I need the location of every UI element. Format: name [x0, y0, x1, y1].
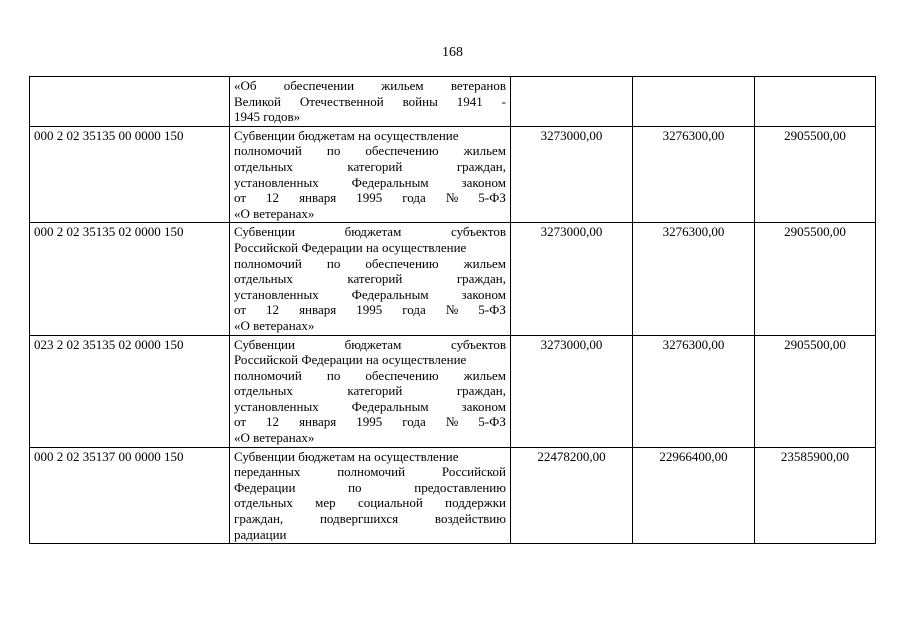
description-word: 5-ФЗ [478, 190, 506, 206]
amount-cell: 2905500,00 [755, 223, 876, 335]
description-word: Федерации [234, 479, 296, 495]
description-word: - [501, 93, 506, 109]
budget-code-cell [30, 77, 230, 127]
description-word: ветеранов [450, 78, 506, 93]
description-line [234, 414, 506, 430]
description-word: полномочий [234, 143, 302, 159]
description-word: по [326, 255, 341, 271]
description-line [234, 206, 506, 222]
description-word: граждан, [456, 271, 506, 287]
description-word: законом [461, 398, 506, 414]
description-word: социальной [357, 495, 423, 511]
amount-cell [633, 77, 755, 127]
description-word: Федеральным [351, 174, 429, 190]
description-word: поддержки [445, 495, 506, 511]
description-cell [230, 447, 511, 544]
description-word: подвергшихся [319, 511, 399, 527]
description-line [234, 480, 506, 496]
description-word: 1945 годов» [234, 109, 301, 125]
description-word: обеспечению [365, 255, 439, 271]
description-word: Федеральным [351, 398, 429, 414]
description-word: января [299, 414, 337, 430]
description-line [234, 464, 506, 480]
description-line [234, 159, 506, 175]
description-word: 12 [266, 190, 280, 206]
description-line [234, 224, 506, 240]
description-word: субъектов [450, 224, 506, 240]
amount-cell: 22478200,00 [511, 447, 633, 544]
description-word: «Об [234, 78, 257, 93]
description-word: от [234, 414, 247, 430]
description-cell [230, 223, 511, 335]
description-line [234, 511, 506, 527]
description-line [234, 302, 506, 318]
description-word: категорий [347, 271, 403, 287]
description-word: воздействию [434, 511, 506, 527]
description-word: законом [461, 174, 506, 190]
description-word: граждан, [456, 383, 506, 399]
description-line [234, 399, 506, 415]
budget-code-cell: 023 2 02 35135 02 0000 150 [30, 335, 230, 447]
description-cell [230, 126, 511, 223]
description-word: 1995 [356, 302, 383, 318]
description-line [234, 109, 506, 125]
description-word: года [402, 414, 426, 430]
amount-cell: 3276300,00 [633, 126, 755, 223]
table-row [30, 223, 876, 335]
description-line [234, 240, 506, 256]
amount-cell: 3273000,00 [511, 126, 633, 223]
description-word: Великой [234, 93, 281, 109]
description-word: мер [315, 495, 336, 511]
description-line [234, 143, 506, 159]
description-line [234, 256, 506, 272]
description-word: жильем [463, 143, 506, 159]
description-word: по [348, 479, 362, 495]
description-word: отдельных [234, 158, 293, 174]
description-cell [230, 77, 511, 127]
budget-code-cell: 000 2 02 35135 02 0000 150 [30, 223, 230, 335]
description-line [234, 430, 506, 446]
budget-code-cell: 000 2 02 35137 00 0000 150 [30, 447, 230, 544]
description-word: № [445, 414, 459, 430]
amount-cell: 2905500,00 [755, 126, 876, 223]
description-line [234, 175, 506, 191]
description-line [234, 78, 506, 94]
description-line [234, 287, 506, 303]
description-word: 1995 [356, 414, 383, 430]
description-line [234, 128, 506, 144]
description-word: полномочий [337, 464, 406, 480]
description-word: установленных [234, 286, 319, 302]
description-word: «О ветеранах» [234, 430, 315, 446]
description-word: обеспечению [365, 143, 439, 159]
description-word: «О ветеранах» [234, 317, 315, 333]
description-word: января [299, 190, 337, 206]
description-line [234, 318, 506, 334]
description-word: № [445, 190, 459, 206]
table-body [30, 77, 876, 544]
description-word: установленных [234, 174, 319, 190]
description-word: установленных [234, 398, 319, 414]
amount-cell: 2905500,00 [755, 335, 876, 447]
description-word: Субвенции [234, 224, 295, 240]
description-line [234, 383, 506, 399]
table-row [30, 335, 876, 447]
description-word: по [326, 367, 341, 383]
description-line [234, 449, 506, 465]
description-word: отдельных [234, 383, 293, 399]
description-word: Российской [441, 464, 506, 480]
description-word: года [402, 302, 426, 318]
amount-cell: 22966400,00 [633, 447, 755, 544]
description-word: 12 [266, 302, 280, 318]
description-word: законом [461, 286, 506, 302]
description-word: Субвенции бюджетам на осуществление [234, 448, 459, 464]
description-word: Российской Федерации на осуществление [234, 239, 467, 255]
description-word: бюджетам [344, 224, 402, 240]
description-word: от [234, 302, 247, 318]
description-word: войны [402, 93, 438, 109]
description-word: 5-ФЗ [478, 414, 506, 430]
description-word: бюджетам [344, 336, 402, 352]
description-word: отдельных [234, 271, 293, 287]
description-word: 1941 [456, 93, 483, 109]
description-word: от [234, 190, 247, 206]
description-line [234, 368, 506, 384]
description-word: полномочий [234, 367, 302, 383]
description-word: полномочий [234, 255, 302, 271]
amount-cell: 3273000,00 [511, 335, 633, 447]
description-word: 1995 [356, 190, 383, 206]
description-line [234, 352, 506, 368]
description-line [234, 337, 506, 353]
table-row [30, 126, 876, 223]
description-word: по [326, 143, 341, 159]
description-word: граждан, [456, 158, 506, 174]
description-word: жильем [463, 255, 506, 271]
table-row [30, 447, 876, 544]
description-word: года [402, 190, 426, 206]
amount-cell [511, 77, 633, 127]
description-word: жильем [463, 367, 506, 383]
description-line [234, 495, 506, 511]
description-word: «О ветеранах» [234, 205, 315, 221]
description-word: января [299, 302, 337, 318]
description-word: переданных [234, 464, 301, 480]
description-word: радиации [234, 526, 287, 542]
amount-cell: 3276300,00 [633, 223, 755, 335]
description-word: 12 [266, 414, 280, 430]
page-number: 168 [442, 45, 463, 60]
description-word: обеспечению [365, 367, 439, 383]
description-word: Российской Федерации на осуществление [234, 352, 467, 368]
description-word: граждан, [234, 511, 284, 527]
description-word: 5-ФЗ [478, 302, 506, 318]
description-line [234, 94, 506, 110]
description-word: № [445, 302, 459, 318]
amount-cell: 3276300,00 [633, 335, 755, 447]
table-row [30, 77, 876, 127]
budget-code-cell: 000 2 02 35135 00 0000 150 [30, 126, 230, 223]
description-word: Субвенции [234, 336, 295, 352]
description-word: Субвенции бюджетам на осуществление [234, 127, 459, 143]
description-word: Отечественной [299, 93, 384, 109]
description-line [234, 527, 506, 543]
description-line [234, 271, 506, 287]
description-word: Федеральным [351, 286, 429, 302]
description-word: категорий [347, 383, 403, 399]
description-word: жильем [381, 78, 424, 93]
budget-revenue-table [29, 76, 876, 544]
description-word: субъектов [450, 336, 506, 352]
description-word: категорий [347, 158, 403, 174]
description-word: отдельных [234, 495, 293, 511]
description-word: обеспечении [283, 78, 355, 93]
amount-cell: 23585900,00 [755, 447, 876, 544]
description-line [234, 190, 506, 206]
amount-cell: 3273000,00 [511, 223, 633, 335]
description-cell [230, 335, 511, 447]
amount-cell [755, 77, 876, 127]
description-word: предоставлению [414, 479, 506, 495]
